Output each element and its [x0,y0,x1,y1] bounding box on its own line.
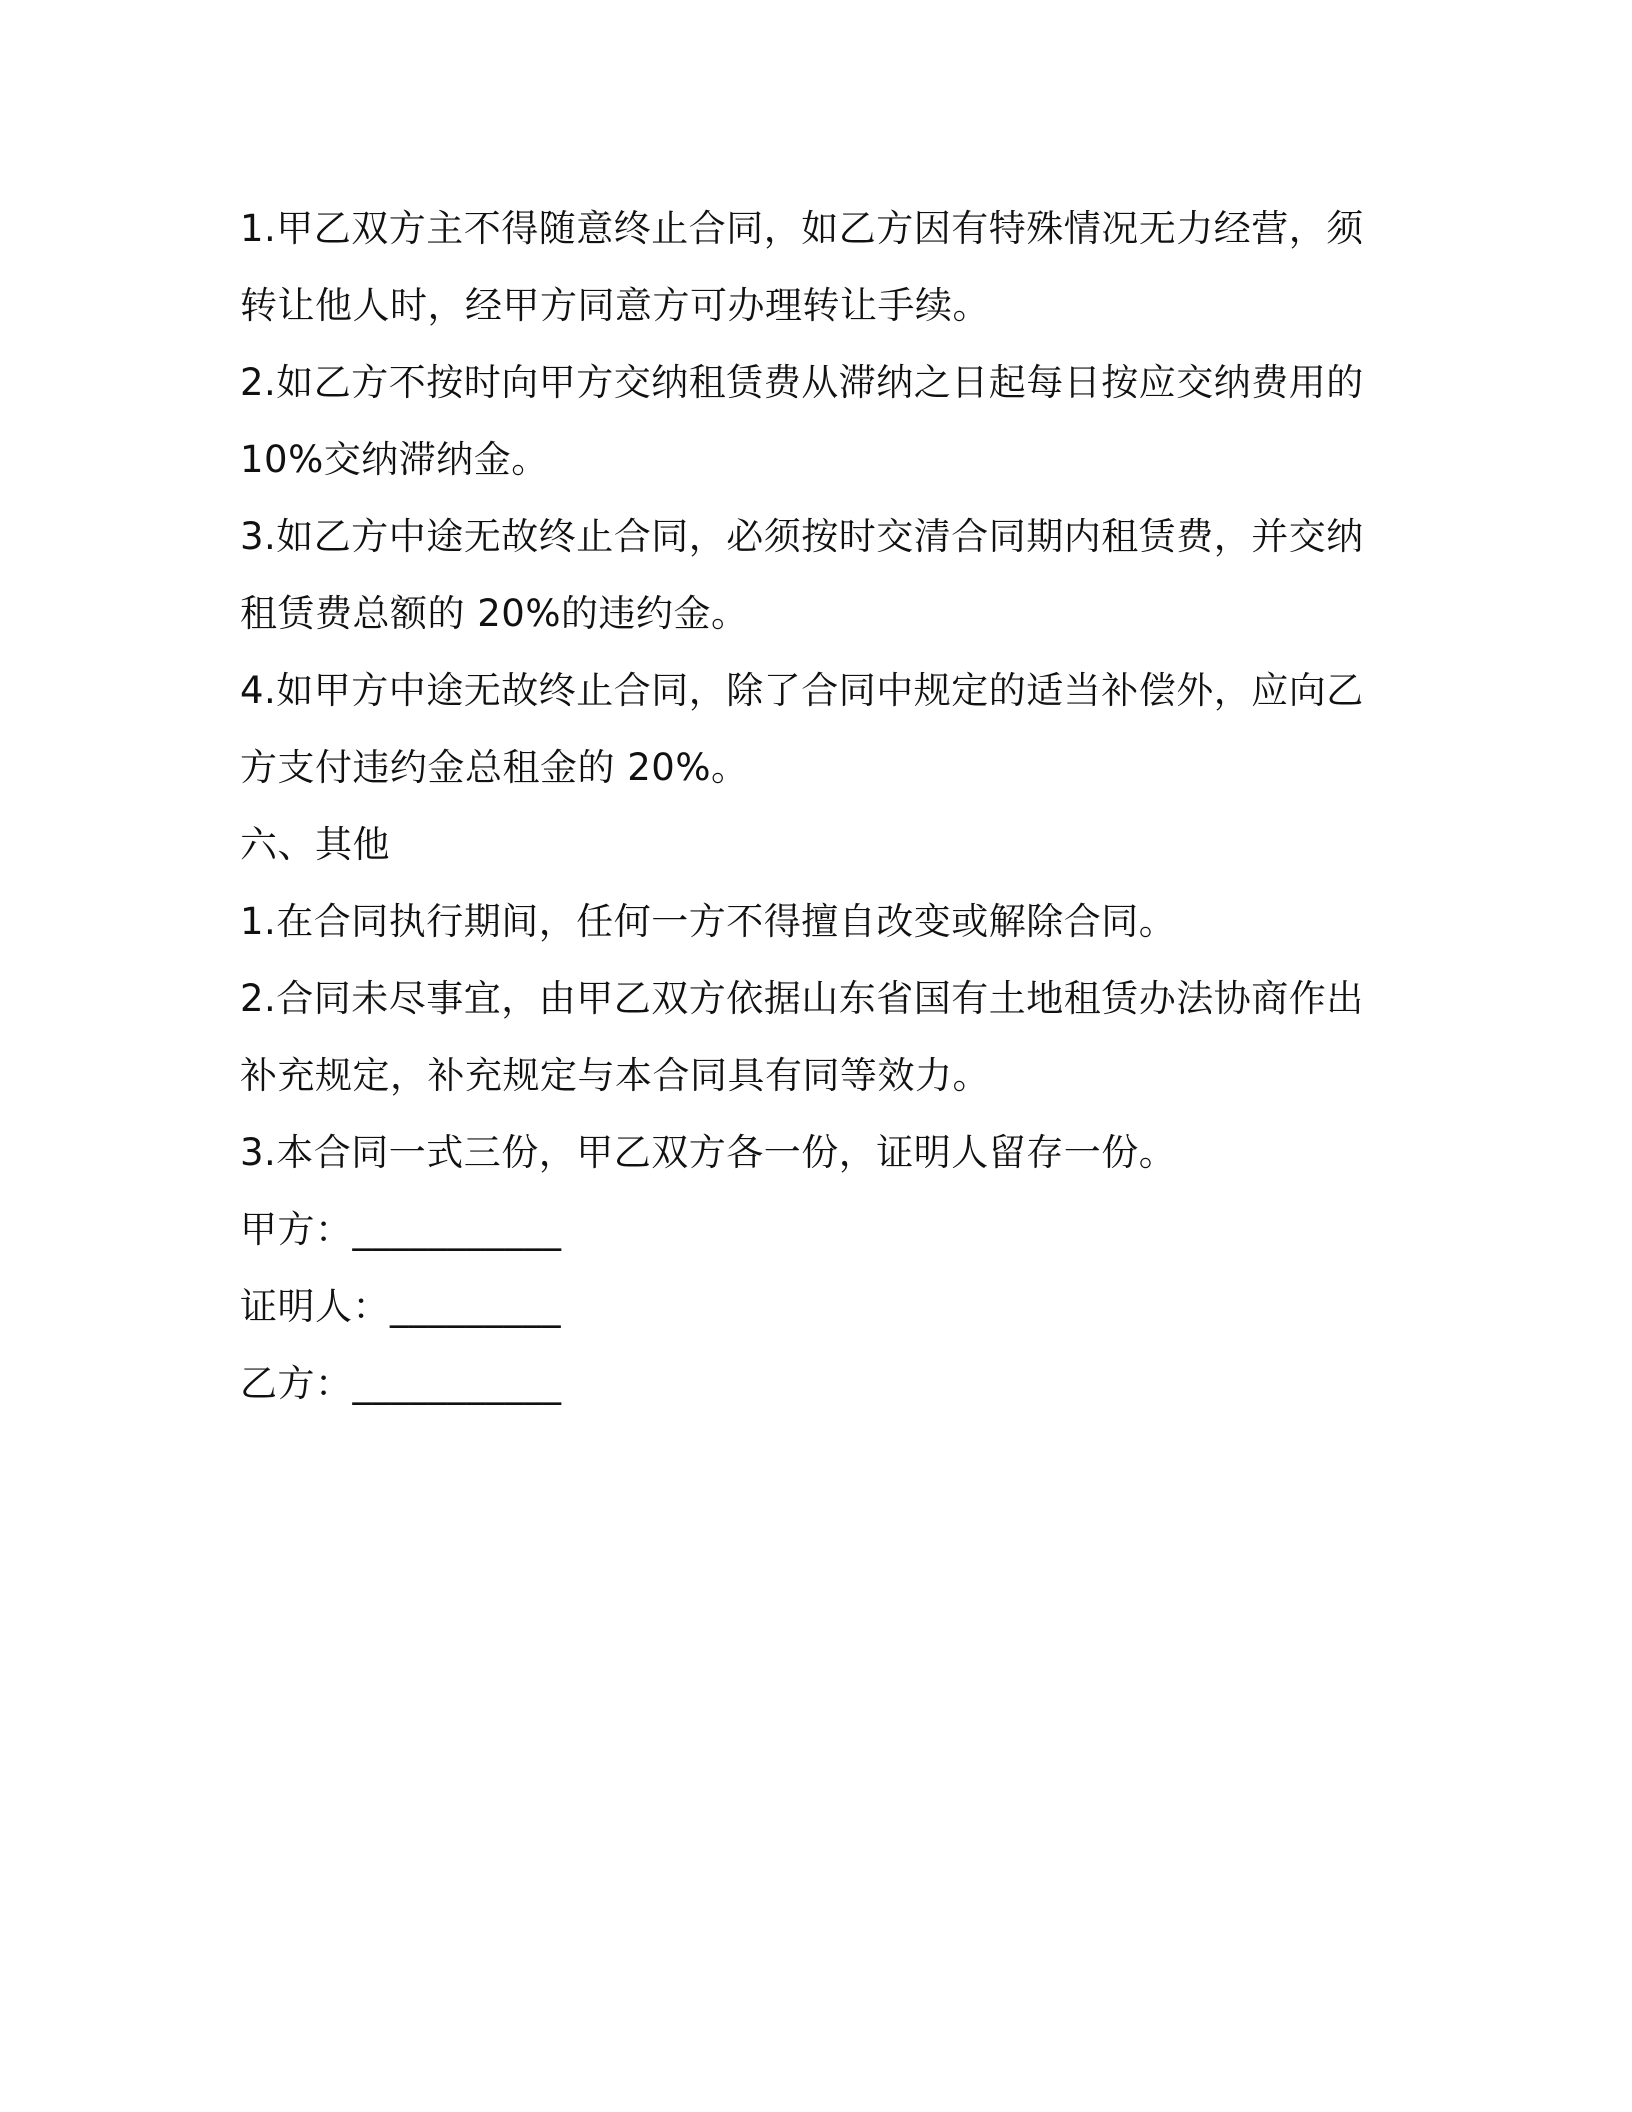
clause-1-line-1: 1.甲乙双方主不得随意终止合同，如乙方因有特殊情况无力经营，须 [240,207,1364,250]
document-page [240,190,1364,1422]
signature-party-b: 乙方：___________ [240,1362,562,1405]
clause-1-line-2: 转让他人时，经甲方同意方可办理转让手续。 [240,284,990,327]
other-clause-2-line-2: 补充规定，补充规定与本合同具有同等效力。 [240,1054,990,1097]
section-heading-other: 六、其他 [240,823,390,866]
clause-3-line-2: 租赁费总额的 20%的违约金。 [240,592,749,635]
clause-3-line-1: 3.如乙方中途无故终止合同，必须按时交清合同期内租赁费，并交纳 [240,515,1364,558]
clause-2-line-2: 10%交纳滞纳金。 [240,438,549,481]
clause-4-line-2: 方支付违约金总租金的 20%。 [240,746,749,789]
other-clause-2-line-1: 2.合同未尽事宜，由甲乙双方依据山东省国有土地租赁办法协商作出 [240,977,1364,1020]
clause-4-line-1: 4.如甲方中途无故终止合同，除了合同中规定的适当补偿外，应向乙 [240,669,1364,712]
other-clause-3: 3.本合同一式三份，甲乙双方各一份，证明人留存一份。 [240,1131,1177,1174]
signature-party-a: 甲方：___________ [240,1208,562,1251]
other-clause-1: 1.在合同执行期间，任何一方不得擅自改变或解除合同。 [240,900,1177,943]
signature-witness: 证明人：_________ [240,1285,561,1328]
clause-2-line-1: 2.如乙方不按时向甲方交纳租赁费从滞纳之日起每日按应交纳费用的 [240,361,1364,404]
